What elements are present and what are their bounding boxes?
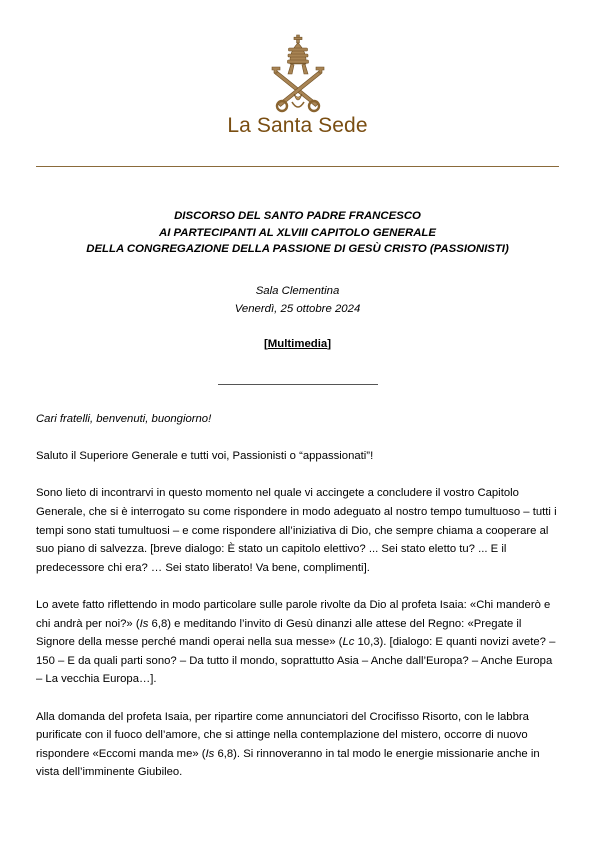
title-line: DELLA CONGREGAZIONE DELLA PASSIONE DI GESÙ CRISTO (PASSIONISTI)	[86, 243, 509, 255]
paragraph: Sono lieto di incontrarvi in questo momento nel quale vi accingete a concludere il vostro Capitolo Generale, che si è interrogato su come rispondere in modo adeguato al nostro tempo tumultuoso – tutti i tempi sono stati tumultuosi – e come rispondere all’iniziativa di Dio, che sempre chiama a cooperare al suo piano di salvezza. [breve dialogo: È stato un capitolo elettivo? ... Sei stato eletto tu? ... E il predecessore chi era? … Sei stato liberato! Va bene, complimenti].	[36, 487, 557, 574]
title-line: AI PARTECIPANTI AL XLVIII CAPITOLO GENERALE	[159, 226, 436, 239]
papal-coat-of-arms-icon	[268, 34, 328, 114]
speech-date: Venerdì, 25 ottobre 2024	[234, 303, 361, 315]
bible-reference: Lc	[342, 636, 355, 649]
bible-reference: Is	[205, 747, 215, 760]
speech-title	[0, 208, 595, 258]
paragraph	[36, 596, 559, 689]
coat-of-arms-graphic	[268, 34, 328, 114]
speech-place-date	[0, 282, 595, 318]
section-divider	[218, 384, 378, 385]
paragraph-text: 10,3). [dialogo: E quanti novizi avete? – 150 – E da quali parti sono? – Da tutto il mondo, soprattutto Asia – Anche dall’Europa? – Anche Europa – La vecchia Europa…].	[36, 636, 556, 686]
speech-location: Sala Clementina	[255, 285, 340, 297]
bracket-open: [	[263, 338, 268, 350]
paragraph: Saluto il Superiore Generale e tutti voi, Passionisti o “appassionati”!	[36, 450, 374, 463]
bracket-close: ]	[327, 338, 332, 350]
bible-reference: Is	[139, 617, 149, 630]
paragraph-text: Alla domanda del profeta Isaia, per ripartire come annunciatori del Crocifisso Risorto, con le labbra purificate con il fuoco dell’amore, che si attinge nella contemplazione del mistero, occorre di nuovo rispondere «Eccomi manda me» (	[36, 710, 529, 760]
site-title[interactable]: La Santa Sede	[227, 114, 368, 137]
greeting-paragraph: Cari fratelli, benvenuti, buongiorno!	[36, 413, 212, 425]
paragraph-text: 6,8) e meditando l’invito di Gesù dinanzi alle attese del Regno: «Pregate il Signore della messe perché mandi operai nella sua messe» (	[36, 617, 522, 649]
paragraph	[36, 708, 559, 782]
speech-body	[36, 410, 559, 800]
multimedia-link[interactable]: Multimedia	[267, 338, 328, 350]
paragraph-text: Lo avete fatto riflettendo in modo particolare sulle parole rivolte da Dio al profeta Isaia: «Chi manderò e chi andrà per noi?» (	[36, 598, 551, 630]
multimedia-link-wrapper	[0, 338, 595, 350]
paragraph-text: 6,8). Si rinnoveranno in tal modo le energie missionarie anche in vista dell’imminente Giubileo.	[36, 747, 540, 779]
title-line: DISCORSO DEL SANTO PADRE FRANCESCO	[174, 210, 421, 222]
header-divider	[36, 166, 559, 167]
